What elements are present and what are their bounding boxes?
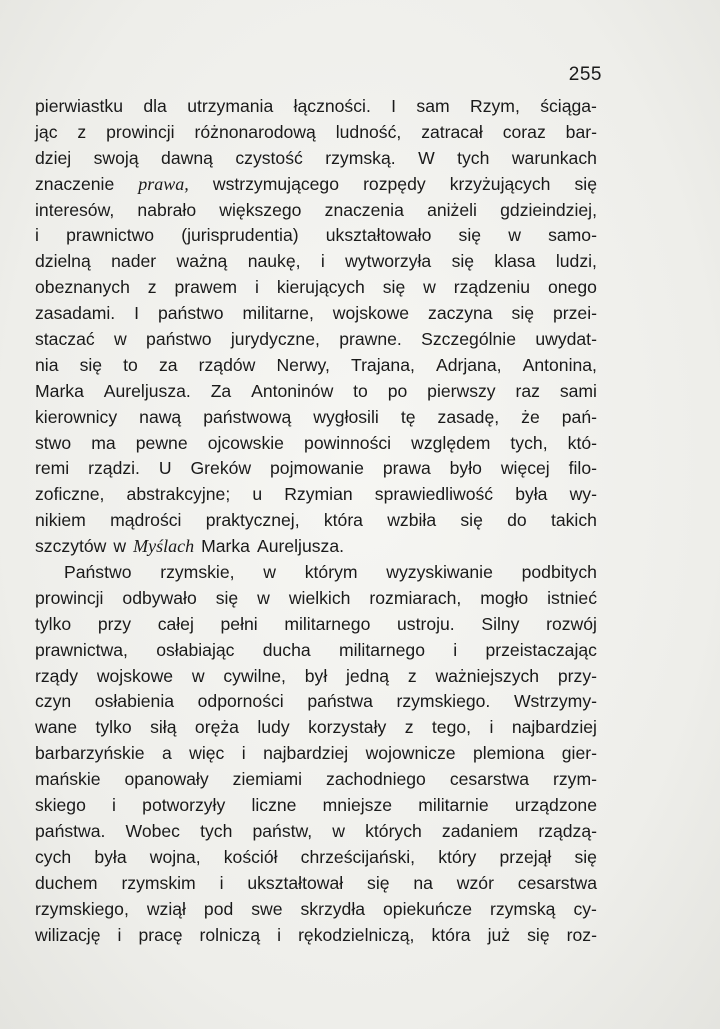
word: abstrakcyjne; xyxy=(126,484,231,505)
word: Greków xyxy=(190,458,252,479)
word: rzymską xyxy=(489,898,556,919)
word: W xyxy=(418,147,435,168)
word: gier- xyxy=(561,743,597,764)
text-line xyxy=(35,586,597,612)
word: wojna, xyxy=(149,846,201,867)
word: jedną xyxy=(346,665,390,686)
word: zaczyna xyxy=(428,303,493,324)
word: mogło xyxy=(480,587,529,608)
word: duchem xyxy=(35,872,98,893)
word: i xyxy=(320,251,325,272)
word: i xyxy=(453,639,458,660)
word: wziął xyxy=(146,898,186,919)
word: przy xyxy=(97,613,132,634)
word: Państwo xyxy=(64,562,132,583)
word: mańskie xyxy=(35,769,101,790)
word: szczytów xyxy=(35,536,107,557)
text-line xyxy=(35,327,597,353)
word: w xyxy=(508,225,521,246)
word: podbitych xyxy=(521,562,597,583)
word: raz xyxy=(515,380,540,401)
text-line xyxy=(35,146,597,172)
word: wojownicze xyxy=(365,743,456,764)
word: pełni xyxy=(220,613,258,634)
word: staczać xyxy=(35,329,95,350)
word: przeistaczając xyxy=(485,639,597,660)
word: się xyxy=(382,277,406,298)
word: cych xyxy=(35,846,72,867)
word: wojskowe xyxy=(96,665,174,686)
word: kierujących xyxy=(276,277,365,298)
word: tę xyxy=(400,406,416,427)
word: odporności xyxy=(197,691,284,712)
word: rzymskim xyxy=(121,872,196,893)
word: remi xyxy=(35,458,70,479)
word: tylko xyxy=(35,613,72,634)
word: ukształtował xyxy=(247,872,344,893)
word: rozpędy xyxy=(363,173,426,194)
word: militarnie xyxy=(418,795,489,816)
paragraph xyxy=(35,94,597,560)
word: nader xyxy=(111,251,157,272)
word: sam xyxy=(416,96,450,116)
word: tych, xyxy=(510,432,548,453)
word: korzystały xyxy=(308,717,387,738)
word: całej xyxy=(157,613,194,634)
word: ważniejszych xyxy=(435,665,540,686)
word: siłą xyxy=(150,717,177,738)
word: to xyxy=(353,380,368,401)
word: wielkich xyxy=(288,587,351,608)
word: swoją xyxy=(93,147,139,168)
word: się xyxy=(460,510,483,531)
text-line xyxy=(35,534,597,560)
word: barbarzyńskie xyxy=(35,743,145,764)
word: takich xyxy=(550,510,597,531)
word: z xyxy=(404,717,414,738)
word: ojcowskie xyxy=(207,432,284,453)
word: rządzeniu xyxy=(453,277,531,298)
word: zoficzne, xyxy=(35,484,105,505)
word: się xyxy=(574,173,597,194)
word: wy- xyxy=(569,484,597,505)
word: których xyxy=(365,820,422,841)
word: ma xyxy=(91,432,116,453)
word: tego, xyxy=(431,717,472,738)
word: którym xyxy=(304,562,358,583)
word: ducha xyxy=(262,639,311,660)
paragraph xyxy=(35,560,597,948)
word: rzymską. xyxy=(325,147,396,168)
word: Marka xyxy=(201,536,250,557)
text-line xyxy=(35,172,597,198)
word: samo- xyxy=(548,225,597,246)
word: zatracał xyxy=(421,121,483,142)
word: klasa xyxy=(494,251,536,272)
word: która xyxy=(323,510,363,531)
word: był xyxy=(304,665,328,686)
word: ustroju. xyxy=(397,613,455,634)
word: praktycznej, xyxy=(205,510,300,531)
word: nikiem xyxy=(35,510,86,531)
word: mądrości xyxy=(110,510,182,531)
page-number: 255 xyxy=(568,64,602,85)
word: rządzą- xyxy=(538,820,597,841)
word: dziej xyxy=(35,147,72,168)
word: swe xyxy=(251,898,283,919)
word: nabrało xyxy=(137,199,197,220)
text-line xyxy=(35,249,597,275)
word: a xyxy=(161,743,172,764)
word: rządy xyxy=(35,665,79,686)
word: czystość xyxy=(235,147,303,168)
word: w xyxy=(113,329,127,350)
word: aniżeli xyxy=(427,199,477,220)
word: przejął xyxy=(499,846,552,867)
word: się xyxy=(79,354,103,375)
text-line xyxy=(35,793,597,819)
word: Aureljusza. xyxy=(256,536,345,557)
text-line xyxy=(35,431,597,457)
word: to xyxy=(123,354,138,375)
word: pod xyxy=(203,898,234,919)
word: się xyxy=(451,251,475,272)
word: ściąga- xyxy=(540,96,597,116)
word: Antonina, xyxy=(522,354,597,375)
word: Adrjana, xyxy=(435,354,502,375)
word: najbardziej xyxy=(263,743,349,764)
text-line xyxy=(35,275,597,301)
word: rękodzielniczą, xyxy=(298,924,415,945)
word: i xyxy=(112,795,116,816)
word: zachodniego xyxy=(326,769,426,790)
text-line xyxy=(35,923,597,949)
word: się xyxy=(458,225,482,246)
word: Szczególnie xyxy=(421,329,516,350)
word: ważną xyxy=(176,251,228,272)
text-line xyxy=(35,482,597,508)
word: ludy xyxy=(257,717,290,738)
word: najbardziej xyxy=(511,717,597,738)
word: różnonarodową xyxy=(194,121,316,142)
text-line xyxy=(35,715,597,741)
word: chrześcijański, xyxy=(300,846,416,867)
word: znaczenia xyxy=(324,199,404,220)
word: rzymskiego. xyxy=(396,691,491,712)
word: krzyżujących xyxy=(449,173,551,194)
word: militarnego xyxy=(338,639,425,660)
word: istnieć xyxy=(547,587,597,608)
word: filo- xyxy=(568,458,597,479)
word: z xyxy=(147,277,157,298)
text-line xyxy=(35,664,597,690)
word: cywilne, xyxy=(223,665,286,686)
word: Myślach xyxy=(133,536,195,557)
word: opanowały xyxy=(124,769,209,790)
word: sprawiedliwość xyxy=(374,484,494,505)
text-line xyxy=(35,120,597,146)
word: Silny xyxy=(481,613,520,634)
word: ludzi, xyxy=(555,251,597,272)
word: się xyxy=(367,872,390,893)
text-line xyxy=(35,612,597,638)
text-line xyxy=(35,508,597,534)
word: ziemiami xyxy=(232,769,303,790)
word: U xyxy=(158,458,172,479)
word: wytworzyła xyxy=(345,251,432,272)
word: pierwszy xyxy=(427,380,496,401)
word: więc xyxy=(189,743,225,764)
word: ukształtowało xyxy=(325,225,432,246)
word: roz- xyxy=(566,924,597,945)
word: rozwój xyxy=(546,613,597,634)
word: uwydat- xyxy=(535,329,597,350)
word: kierownicy xyxy=(35,406,118,427)
word: który xyxy=(438,846,477,867)
word: państw, xyxy=(252,820,313,841)
text-line xyxy=(35,456,597,482)
word: dzielną xyxy=(35,251,91,272)
word: pierwiastku xyxy=(35,96,124,116)
word: dla xyxy=(143,96,167,116)
word: osłabienia xyxy=(94,691,175,712)
text-line xyxy=(35,301,597,327)
word: że xyxy=(521,406,540,427)
word: ludność, xyxy=(335,121,402,142)
word: interesów, xyxy=(35,199,115,220)
word: onego xyxy=(547,277,597,298)
word: liczne xyxy=(251,795,297,816)
word: już xyxy=(487,924,511,945)
text-line xyxy=(35,94,597,120)
word: prowincji xyxy=(35,587,104,608)
word: wojskowe xyxy=(332,303,410,324)
word: prawa xyxy=(382,458,431,479)
word: militarne, xyxy=(242,303,314,324)
text-line xyxy=(35,198,597,224)
word: państwa xyxy=(307,691,373,712)
word: militarnego xyxy=(284,613,371,634)
text-line xyxy=(35,379,597,405)
word: państwową xyxy=(203,406,292,427)
word: czyn xyxy=(35,691,72,712)
word: Rzymian xyxy=(284,484,353,505)
word: z xyxy=(77,121,87,142)
word: prawne. xyxy=(339,329,402,350)
word: była xyxy=(94,846,127,867)
word: wygłosili xyxy=(313,406,379,427)
word: urządzone xyxy=(514,795,597,816)
word: prawa, xyxy=(138,173,189,194)
word: rzymskie, xyxy=(160,562,235,583)
word: się xyxy=(215,587,239,608)
word: zasadę, xyxy=(437,406,500,427)
word: na xyxy=(413,872,433,893)
word: przei- xyxy=(552,303,597,324)
word: prawnictwo xyxy=(66,225,155,246)
word: naukę, xyxy=(247,251,301,272)
word: w xyxy=(257,587,270,608)
word: Za xyxy=(210,380,232,401)
text-line xyxy=(35,638,597,664)
word: cesarstwa xyxy=(517,872,597,893)
word: (jurisprudentia) xyxy=(181,225,299,246)
word: tych xyxy=(200,820,233,841)
text-line xyxy=(35,871,597,897)
word: w xyxy=(263,562,276,583)
word: było xyxy=(449,458,482,479)
word: względem xyxy=(411,432,491,453)
word: prawnictwa, xyxy=(35,639,128,660)
word: pracę xyxy=(138,924,183,945)
word: rzym- xyxy=(553,769,597,790)
word: wzbiła xyxy=(387,510,437,531)
word: opiekuńcze xyxy=(383,898,473,919)
word: Marka xyxy=(35,380,84,401)
word: nia xyxy=(35,354,59,375)
word: więcej xyxy=(500,458,550,479)
word: rozmiarach, xyxy=(369,587,462,608)
word: w xyxy=(423,277,436,298)
word: potworzyły xyxy=(142,795,226,816)
word: jurydyczne, xyxy=(230,329,320,350)
text-line xyxy=(35,689,597,715)
word: Antoninów xyxy=(251,380,334,401)
word: w xyxy=(332,820,345,841)
word: i xyxy=(277,924,282,945)
text-line xyxy=(35,353,597,379)
word: zadaniem xyxy=(441,820,519,841)
word: rządów xyxy=(198,354,256,375)
word: tych xyxy=(457,147,490,168)
word: i xyxy=(241,743,246,764)
word: Aureljusza. xyxy=(103,380,191,401)
text-line xyxy=(35,741,597,767)
word: u xyxy=(252,484,263,505)
word: za xyxy=(158,354,178,375)
word: Wobec xyxy=(125,820,180,841)
word: i xyxy=(254,277,259,298)
word: jąc xyxy=(35,121,58,142)
word: była xyxy=(515,484,548,505)
text-line xyxy=(35,223,597,249)
word: cesarstwa xyxy=(449,769,530,790)
word: I xyxy=(391,96,397,116)
word: tylko xyxy=(95,717,132,738)
text-line xyxy=(35,767,597,793)
word: sami xyxy=(559,380,597,401)
body-text xyxy=(35,94,597,948)
word: prawem xyxy=(174,277,238,298)
word: obeznanych xyxy=(35,277,130,298)
word: wstrzymującego xyxy=(212,173,340,194)
word: do xyxy=(507,510,527,531)
word: państwa. xyxy=(35,820,106,841)
word: rolniczą xyxy=(199,924,261,945)
word: zasadami. xyxy=(35,303,116,324)
word: wilizację xyxy=(35,924,101,945)
text-line xyxy=(35,560,597,586)
text-line xyxy=(35,897,597,923)
word: przy- xyxy=(557,665,597,686)
text-line xyxy=(35,845,597,871)
word: państwo xyxy=(157,303,224,324)
word: i xyxy=(117,924,122,945)
word: powinności xyxy=(304,432,392,453)
word: dawną xyxy=(161,147,213,168)
word: rzymskiego, xyxy=(35,898,129,919)
word: skrzydła xyxy=(300,898,366,919)
word: plemiona xyxy=(472,743,545,764)
word: która xyxy=(431,924,471,945)
word: utrzymania xyxy=(187,96,274,116)
word: bar- xyxy=(565,121,597,142)
word: osłabiając xyxy=(156,639,235,660)
word: łączności. xyxy=(293,96,371,116)
word: któ- xyxy=(567,432,597,453)
word: I xyxy=(134,303,140,324)
word: się xyxy=(574,846,597,867)
word: pań- xyxy=(561,406,597,427)
word: i xyxy=(489,717,494,738)
word: mniejsze xyxy=(322,795,393,816)
word: i xyxy=(219,872,224,893)
text-line xyxy=(35,819,597,845)
text-line xyxy=(35,405,597,431)
word: państwo xyxy=(146,329,212,350)
word: pojmowanie xyxy=(270,458,364,479)
word: rządzi. xyxy=(88,458,140,479)
word: stwo xyxy=(35,432,72,453)
word: prowincji xyxy=(106,121,175,142)
word: kościół xyxy=(223,846,278,867)
word: wane xyxy=(35,717,78,738)
word: wzór xyxy=(456,872,494,893)
word: nawą xyxy=(139,406,182,427)
word: w xyxy=(113,536,127,557)
word: odbywało xyxy=(122,587,197,608)
word: Trajana, xyxy=(350,354,415,375)
word: się xyxy=(511,303,535,324)
word: z xyxy=(407,665,417,686)
word: Rzym, xyxy=(470,96,520,116)
word: warunkach xyxy=(511,147,597,168)
word: cy- xyxy=(573,898,597,919)
word: skiego xyxy=(35,795,86,816)
word: coraz xyxy=(502,121,546,142)
word: się xyxy=(527,924,550,945)
word: oręża xyxy=(194,717,239,738)
word: wyzyskiwanie xyxy=(386,562,493,583)
word: gdzieindziej, xyxy=(500,199,597,220)
word: Wstrzymy- xyxy=(513,691,597,712)
word: pewne xyxy=(135,432,188,453)
word: znaczenie xyxy=(35,173,115,194)
word: Nerwy, xyxy=(276,354,330,375)
word: w xyxy=(191,665,205,686)
word: i xyxy=(35,225,39,246)
word: większego xyxy=(219,199,302,220)
word: po xyxy=(387,380,408,401)
